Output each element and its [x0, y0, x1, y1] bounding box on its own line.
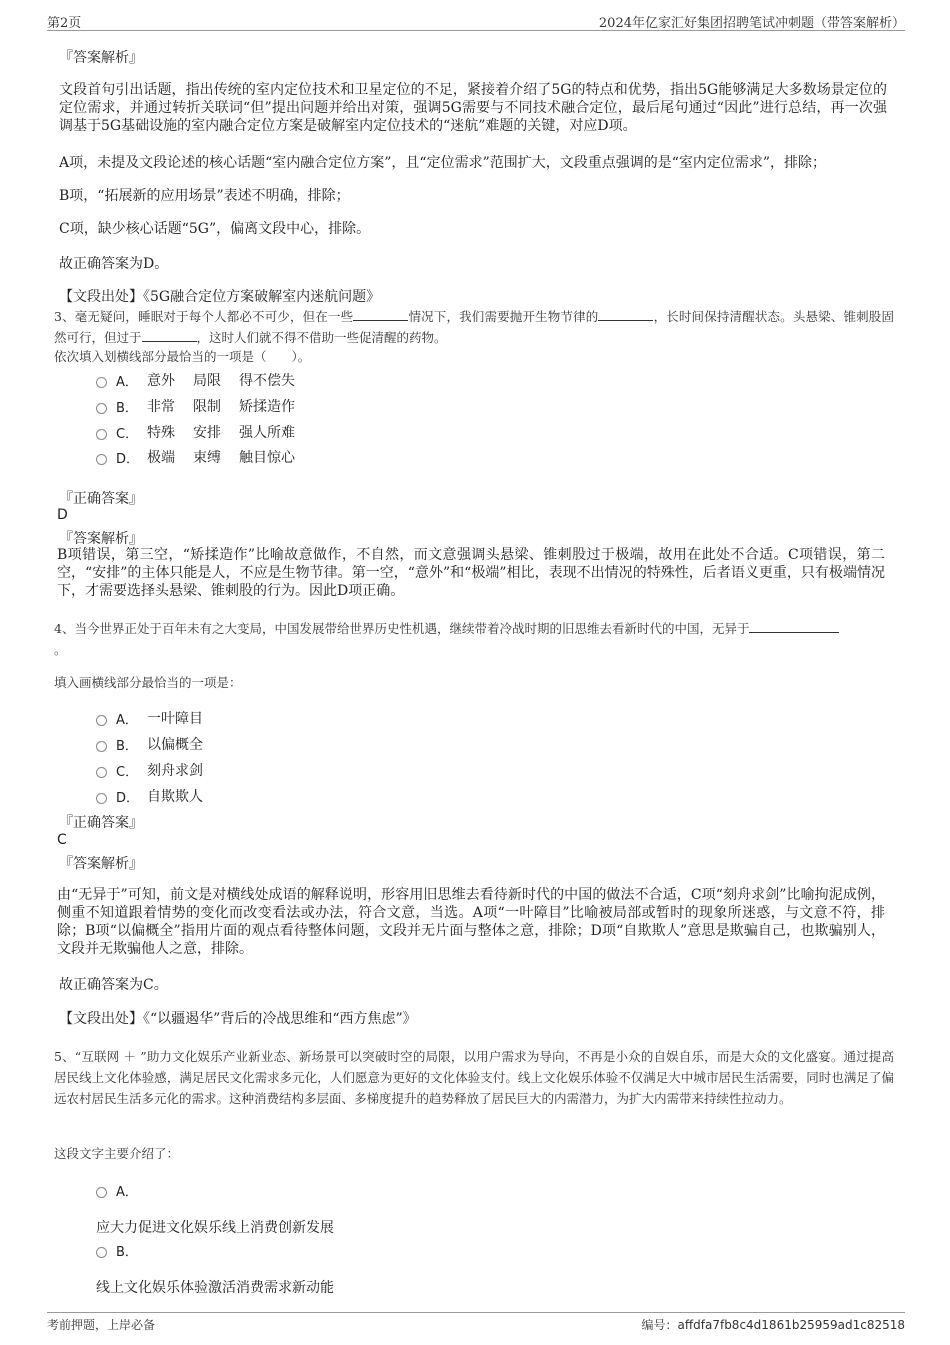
q2-conclusion: 故正确答案为D。 — [59, 256, 169, 272]
radio-icon[interactable] — [96, 715, 107, 726]
q3-answer-label: 『正确答案』 — [59, 491, 143, 507]
radio-icon[interactable] — [96, 403, 107, 414]
q5-option-b[interactable]: B． — [96, 1241, 147, 1260]
q5-stem: 5、“互联网 ＋ ”助力文化娱乐产业新业态、新场景可以突破时空的局限，以用户需求为导向，不再是小众的自娱自乐，而是大众的文化盛宴。通过提高居民线上文化体验感，满足居民文化需求多元化，人们愿意为更好的文化体验支付。线上文化娱乐体验不仅满足大中城市居民生活需要，同时也满足了偏远农村居民生活多元化的需求。这种消费结构多层面、多梯度提升的趋势释放了居民巨大的内需潜力，为扩大内需带来持续性拉动力。 — [54, 1049, 894, 1106]
q2-option-c-analysis: C项，缺少核心话题“5G”，偏离文段中心，排除。 — [59, 221, 371, 237]
page-number: 第2页 — [47, 16, 82, 31]
q3-stem: 3、毫无疑问，睡眠对于每个人都必不可少，但在一些 情况下，我们需要抛开生物节律的 ，长时间保持清醒状态。头悬梁、锥刺股固然可行，但过于 ，这时人们就不得不借助一些促清醒的药物。 — [54, 309, 894, 345]
q5-prompt: 这段文字主要介绍了： — [54, 1146, 180, 1161]
footer-slogan: 考前押题，上岸必备 — [47, 1318, 156, 1332]
q4-answer-label: 『正确答案』 — [59, 815, 143, 831]
q3-analysis: B项错误，第三空，“矫揉造作”比喻故意做作，不自然，而文意强调头悬梁、锥刺股过于极端，故用在此处不合适。C项错误，第二空，“安排”的主体只能是人，不应是生物节律。第一空，“意外”和“极端”相比，表现不出情况的特殊性，后者语义更重，只有极端情况下，才需要选择头悬梁、锥刺股的行为。因此D项正确。 — [57, 547, 885, 599]
q3-option-a[interactable]: A． 意外 局限 得不偿失 — [96, 370, 313, 390]
q2-source: 【文段出处】《5G融合定位方案破解室内迷航问题》 — [59, 289, 381, 305]
radio-icon[interactable] — [96, 377, 107, 388]
page-footer — [47, 1312, 905, 1333]
q2-analysis: 文段首句引出话题，指出传统的室内定位技术和卫星定位的不足，紧接着介绍了5G的特点和优势，指出5G能够满足大多数场景定位的定位需求，并通过转折关联词“但”提出问题并给出对策，强调5G需要与不同技术融合定位，最后尾句通过“因此”进行总结，再一次强调基于5G基础设施的室内融合定位方案是破解室内定位技术的“迷航”难题的关键，对应D项。 — [59, 82, 887, 134]
q4-option-a[interactable]: A． 一叶障目 — [96, 708, 221, 728]
q4-conclusion: 故正确答案为C。 — [59, 977, 168, 993]
radio-icon[interactable] — [96, 1247, 107, 1258]
radio-icon[interactable] — [96, 741, 107, 752]
q2-option-b-analysis: B项，“拓展新的应用场景”表述不明确，排除； — [59, 188, 350, 204]
q4-source: 【文段出处】《“以疆遏华”背后的冷战思维和“西方焦虑”》 — [59, 1011, 417, 1027]
radio-icon[interactable] — [96, 767, 107, 778]
blank-2 — [598, 308, 653, 321]
q3-option-b[interactable]: B． 非常 限制 矫揉造作 — [96, 396, 313, 416]
q3-option-d[interactable]: D． 极端 束缚 触目惊心 — [96, 447, 313, 467]
q3-answer: D — [57, 507, 68, 523]
document-title: 2024年亿家汇好集团招聘笔试冲刺题（带答案解析） — [598, 16, 905, 31]
q3-prompt: 依次填入划横线部分最恰当的一项是（ ）。 — [54, 349, 311, 364]
q2-analysis-label: 『答案解析』 — [59, 50, 143, 66]
q4-stem: 4、当今世界正处于百年未有之大变局，中国发展带给世界历史性机遇，继续带着冷战时期的旧思维去看新时代的中国，无异于 。 — [54, 618, 894, 660]
q4-option-b[interactable]: B． 以偏概全 — [96, 734, 221, 754]
blank-1 — [353, 308, 408, 321]
q4-option-d[interactable]: D． 自欺欺人 — [96, 786, 221, 806]
q3-analysis-label: 『答案解析』 — [59, 531, 143, 547]
q4-answer: C — [57, 832, 67, 848]
radio-icon[interactable] — [96, 1187, 107, 1198]
document-code: 编号：affdfa7fb8c4d1861b25959ad1c82518 — [641, 1318, 905, 1332]
radio-icon[interactable] — [96, 454, 107, 465]
blank — [749, 620, 839, 633]
q5-option-a-text: 应大力促进文化娱乐线上消费创新发展 — [96, 1220, 334, 1236]
q4-analysis: 由“无异于”可知，前文是对横线处成语的解释说明，形容用旧思维去看待新时代的中国的做法不合适，C项“刻舟求剑”比喻拘泥成例，侧重不知道跟着情势的变化而改变看法或办法，符合文意，当选。A项“一叶障目”比喻被局部或暂时的现象所迷惑，与文意不符，排除；B项“以偏概全”指用片面的观点看待整体问题，文段并无片面与整体之意，排除；D项“自欺欺人”意思是欺骗自己，也欺骗别人，文段并无欺骗他人之意，排除。 — [57, 887, 885, 957]
radio-icon[interactable] — [96, 429, 107, 440]
q5-option-a[interactable]: A． — [96, 1181, 147, 1200]
q4-analysis-label: 『答案解析』 — [59, 856, 143, 872]
q2-option-a-analysis: A项，未提及文段论述的核心话题“室内融合定位方案”，且“定位需求”范围扩大，文段重点强调的是“室内定位需求”，排除； — [59, 155, 827, 171]
q4-prompt: 填入画横线部分最恰当的一项是： — [54, 675, 242, 690]
blank-3 — [142, 329, 197, 342]
q4-option-c[interactable]: C． 刻舟求剑 — [96, 760, 221, 780]
page-header — [47, 12, 905, 31]
q3-option-c[interactable]: C． 特殊 安排 强人所难 — [96, 422, 313, 442]
radio-icon[interactable] — [96, 793, 107, 804]
q5-option-b-text: 线上文化娱乐体验激活消费需求新动能 — [96, 1280, 334, 1296]
